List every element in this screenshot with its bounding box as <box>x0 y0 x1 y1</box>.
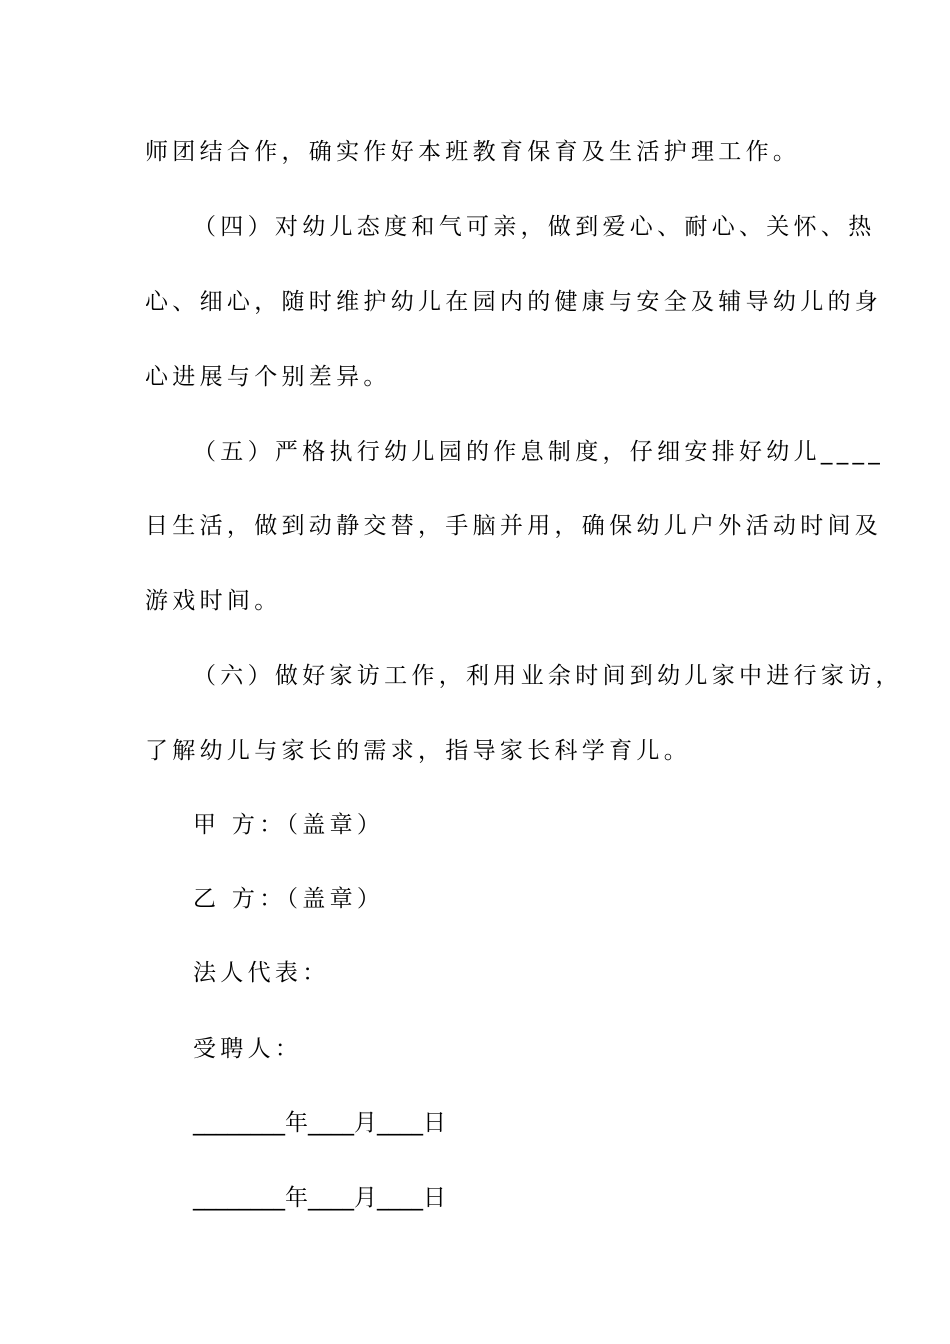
legal-representative-line: 法人代表： <box>193 960 330 986</box>
paragraph-line: 心进展与个别差异。 <box>145 364 391 390</box>
paragraph-line: 了解幼儿与家长的需求，指导家长科学育儿。 <box>145 738 691 764</box>
paragraph-line: 日生活，做到动静交替，手脑并用，确保幼儿户外活动时间及 <box>145 513 883 539</box>
paragraph-line: （五）严格执行幼儿园的作息制度，仔细安排好幼儿____ <box>193 439 885 465</box>
party-a-seal-line: 甲 方：（盖章） <box>193 812 385 838</box>
party-b-seal-line: 乙 方：（盖章） <box>193 886 385 912</box>
employee-line: 受聘人： <box>193 1036 303 1062</box>
paragraph-line: （六）做好家访工作，利用业余时间到幼儿家中进行家访， <box>193 663 903 689</box>
date-line: ________年____月____日 <box>193 1185 446 1211</box>
paragraph-line: （四）对幼儿态度和气可亲，做到爱心、耐心、关怀、热 <box>193 214 876 240</box>
date-line: ________年____月____日 <box>193 1110 446 1136</box>
paragraph-line: 师团结合作，确实作好本班教育保育及生活护理工作。 <box>145 139 801 165</box>
paragraph-line: 心、细心，随时维护幼儿在园内的健康与安全及辅导幼儿的身 <box>145 289 883 315</box>
paragraph-line: 游戏时间。 <box>145 588 282 614</box>
